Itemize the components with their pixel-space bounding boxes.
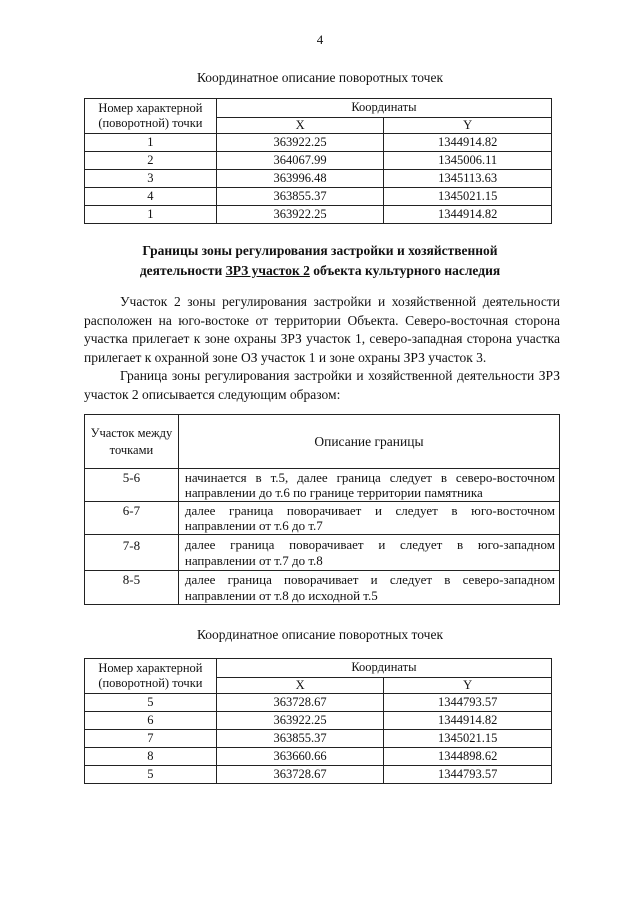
x-value: 363855.37 bbox=[216, 730, 384, 748]
point-number: 6 bbox=[85, 712, 217, 730]
y-value: 1344914.82 bbox=[384, 134, 552, 152]
y-value: 1345113.63 bbox=[384, 170, 552, 188]
table-row bbox=[85, 134, 552, 152]
segment: 6-7 bbox=[85, 502, 179, 535]
boundary-table bbox=[84, 414, 560, 605]
table-row bbox=[85, 152, 552, 170]
section-heading bbox=[0, 241, 640, 281]
x-value: 363922.25 bbox=[216, 134, 384, 152]
table-row bbox=[85, 535, 560, 571]
y-header: Y bbox=[384, 677, 552, 693]
table-row bbox=[85, 170, 552, 188]
table-row bbox=[85, 469, 560, 502]
segment: 8-5 bbox=[85, 571, 179, 605]
table-row bbox=[85, 694, 552, 712]
point-number: 2 bbox=[85, 152, 217, 170]
x-value: 363855.37 bbox=[216, 188, 384, 206]
table-row bbox=[85, 206, 552, 224]
table-row bbox=[85, 188, 552, 206]
coordinates-table-2 bbox=[84, 658, 552, 784]
x-value: 363660.66 bbox=[216, 748, 384, 766]
point-number: 7 bbox=[85, 730, 217, 748]
x-value: 364067.99 bbox=[216, 152, 384, 170]
x-value: 363728.67 bbox=[216, 694, 384, 712]
segment-header: Участок между точками bbox=[85, 415, 179, 469]
x-value: 363728.67 bbox=[216, 766, 384, 784]
point-number: 5 bbox=[85, 766, 217, 784]
description-header: Описание границы bbox=[178, 415, 559, 469]
segment: 5-6 bbox=[85, 469, 179, 502]
point-number: 4 bbox=[85, 188, 217, 206]
page-number: 4 bbox=[316, 32, 324, 47]
boundary-description: далее граница поворачивает и следует в северо-западном направлении от т.8 до исходной т.5 bbox=[178, 571, 559, 605]
paragraph: Граница зоны регулирования застройки и хозяйственной деятельности ЗРЗ участок 2 описывается следующим образом: bbox=[84, 368, 560, 402]
table-row bbox=[85, 502, 560, 535]
coordinates-header: Координаты bbox=[216, 99, 551, 118]
table-row bbox=[85, 766, 552, 784]
x-header: X bbox=[216, 117, 384, 133]
y-value: 1345021.15 bbox=[384, 188, 552, 206]
x-value: 363996.48 bbox=[216, 170, 384, 188]
y-value: 1344793.57 bbox=[384, 766, 552, 784]
coordinates-table-1 bbox=[84, 98, 552, 224]
point-number: 1 bbox=[85, 134, 217, 152]
coordinates-header: Координаты bbox=[216, 659, 551, 678]
table-row bbox=[85, 571, 560, 605]
y-value: 1344914.82 bbox=[384, 206, 552, 224]
coordinates-caption-2: Координатное описание поворотных точек bbox=[196, 627, 444, 642]
y-value: 1345021.15 bbox=[384, 730, 552, 748]
description-text bbox=[84, 293, 560, 404]
point-number-header: Номер характерной (поворотной) точки bbox=[85, 659, 217, 694]
x-header: X bbox=[216, 677, 384, 693]
segment: 7-8 bbox=[85, 535, 179, 571]
point-number: 8 bbox=[85, 748, 217, 766]
paragraph: Участок 2 зоны регулирования застройки и хозяйственной деятельности расположен на юго-востоке от территории Объекта. Северо-восточная сторона участка прилегает к зоне охраны ЗРЗ участок 1, северо-западная сторона участка прилегает к охранной зоне ОЗ участок 1 и зоне охраны ЗРЗ участок 3. bbox=[84, 294, 560, 365]
y-header: Y bbox=[384, 117, 552, 133]
x-value: 363922.25 bbox=[216, 712, 384, 730]
coordinates-caption-1: Координатное описание поворотных точек bbox=[196, 70, 444, 85]
x-value: 363922.25 bbox=[216, 206, 384, 224]
boundary-description: начинается в т.5, далее граница следует в северо-восточном направлении до т.6 по границе территории памятника bbox=[178, 469, 559, 502]
y-value: 1344914.82 bbox=[384, 712, 552, 730]
zone-name: ЗРЗ участок 2 bbox=[225, 263, 310, 278]
table-row bbox=[85, 712, 552, 730]
point-number: 3 bbox=[85, 170, 217, 188]
table-row bbox=[85, 748, 552, 766]
table-row bbox=[85, 730, 552, 748]
point-number-header: Номер характерной (поворотной) точки bbox=[85, 99, 217, 134]
boundary-description: далее граница поворачивает и следует в юго-западном направлении от т.7 до т.8 bbox=[178, 535, 559, 571]
heading-line-2: деятельности ЗРЗ участок 2 объекта культурного наследия bbox=[139, 263, 501, 278]
y-value: 1345006.11 bbox=[384, 152, 552, 170]
point-number: 5 bbox=[85, 694, 217, 712]
heading-line-1: Границы зоны регулирования застройки и хозяйственной bbox=[142, 243, 498, 258]
y-value: 1344898.62 bbox=[384, 748, 552, 766]
y-value: 1344793.57 bbox=[384, 694, 552, 712]
boundary-description: далее граница поворачивает и следует в юго-восточном направлении от т.6 до т.7 bbox=[178, 502, 559, 535]
point-number: 1 bbox=[85, 206, 217, 224]
